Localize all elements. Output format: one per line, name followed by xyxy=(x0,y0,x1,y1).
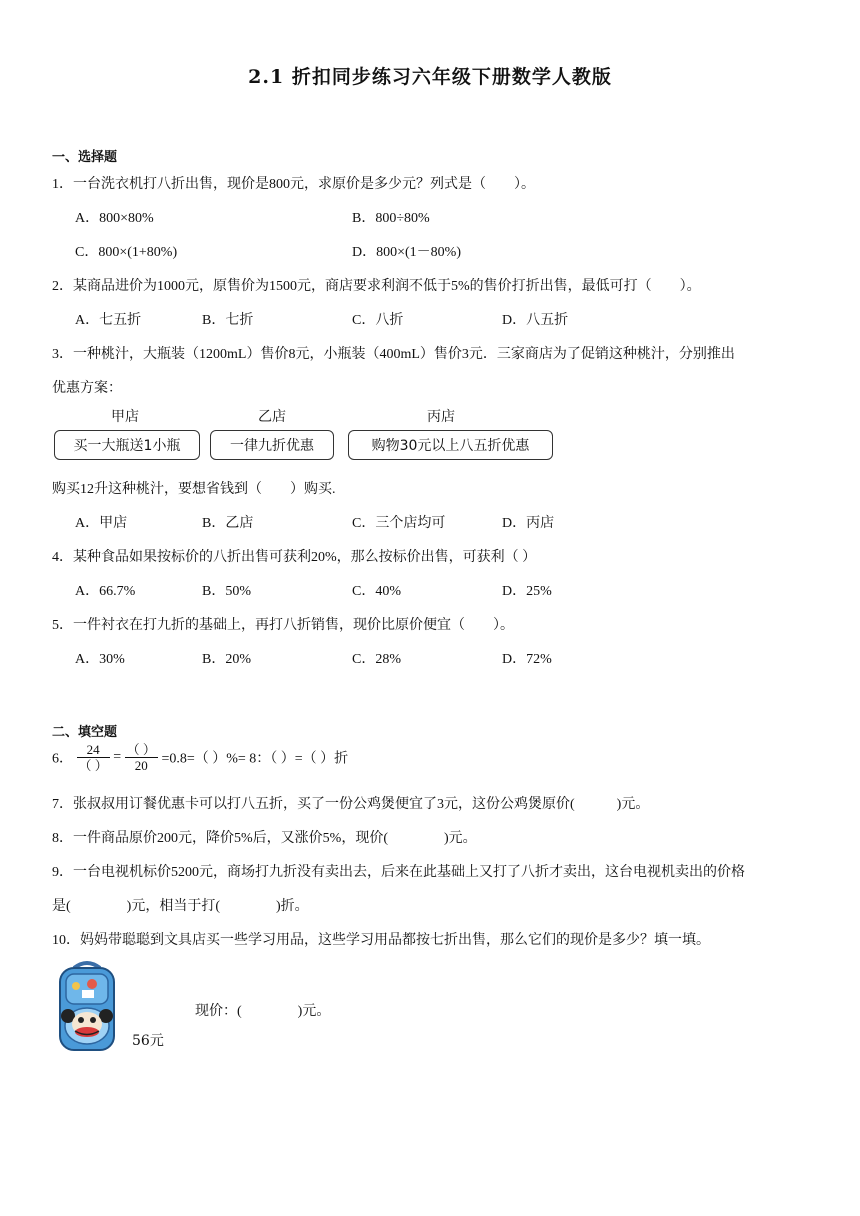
question-9: 9．一台电视机标价5200元，商场打九折没有卖出去，后来在此基础上又打了八折才卖出，这台电视机卖出的价格 xyxy=(52,865,745,880)
section-heading-choice: 一、选择题 xyxy=(52,150,118,165)
q5-option-d: D．72% xyxy=(502,652,552,667)
question-7: 7．张叔叔用订餐优惠卡可以打八五折，买了一份公鸡煲便宜了3元，这份公鸡煲原价( )元。 xyxy=(52,797,650,812)
q6-equals: = xyxy=(113,749,122,765)
now-price-blank: 现价：( )元。 xyxy=(195,1004,331,1019)
section-heading-fill: 二、填空题 xyxy=(52,725,118,740)
q4-option-a: A．66.7% xyxy=(75,584,136,599)
store-offer-yi: 一律九折优惠 xyxy=(210,430,334,460)
q3-option-c: C．三个店均可 xyxy=(352,516,446,531)
backpack-price-tag: 56元 xyxy=(132,1033,164,1049)
q2-option-d: D．八五折 xyxy=(502,313,569,328)
q5-option-a: A．30% xyxy=(75,652,125,667)
q4-option-c: C．40% xyxy=(352,584,401,599)
q3-option-a: A．甲店 xyxy=(75,516,128,531)
question-4: 4．某种食品如果按标价的八折出售可获利20%，那么按标价出售，可获利（ ） xyxy=(52,550,537,565)
q6-fraction-1-denominator: （ ） xyxy=(78,758,108,773)
question-3-continued: 优惠方案： xyxy=(52,381,122,396)
q6-rest: =0.8=（ ）%= 8：（ ）=（ ）折 xyxy=(161,751,349,767)
store-name-bing: 丙店 xyxy=(427,409,455,425)
q6-fraction-1-numerator: 24 xyxy=(77,742,110,758)
q6-fraction-2-numerator: （ ） xyxy=(126,742,156,757)
question-1: 1．一台洗衣机打八折出售，现价是800元，求原价是多少元？列式是（ ）。 xyxy=(52,177,535,192)
question-9-continued: 是( )元，相当于打( )折。 xyxy=(52,899,309,914)
store-name-yi: 乙店 xyxy=(258,409,286,425)
q3-option-b: B．乙店 xyxy=(202,516,254,531)
backpack-illustration xyxy=(52,960,122,1052)
q6-fraction-2 xyxy=(125,742,158,773)
q1-option-b: B．800÷80% xyxy=(352,211,430,226)
question-5: 5．一件衬衣在打九折的基础上，再打八折销售，现价比原价便宜（ ）。 xyxy=(52,618,514,633)
q6-fraction-1 xyxy=(77,742,110,773)
q6-fraction-2-denominator: 20 xyxy=(134,758,148,773)
q3-option-d: D．丙店 xyxy=(502,516,555,531)
store-offer-jia: 买一大瓶送1小瓶 xyxy=(54,430,200,460)
q5-option-c: C．28% xyxy=(352,652,401,667)
question-8: 8．一件商品原价200元，降价5%后，又涨价5%，现价( )元。 xyxy=(52,831,477,846)
question-6 xyxy=(52,742,348,773)
q2-option-c: C．八折 xyxy=(352,313,404,328)
q1-option-d: D．800×(1－80%) xyxy=(352,245,461,260)
question-2: 2．某商品进价为1000元，原售价为1500元，商店要求利润不低于5%的售价打折出售，最低可打（ ）。 xyxy=(52,279,701,294)
q6-prefix: 6． xyxy=(52,751,73,767)
store-name-jia: 甲店 xyxy=(111,409,139,425)
question-3: 3．一种桃汁，大瓶装（1200mL）售价8元，小瓶装（400mL）售价3元．三家商店为了促销这种桃汁，分别推出 xyxy=(52,347,735,362)
question-10: 10．妈妈带聪聪到文具店买一些学习用品，这些学习用品都按七折出售，那么它们的现价是多少？填一填。 xyxy=(52,933,710,948)
page-title: 2.1 折扣同步练习六年级下册数学人教版 xyxy=(248,66,612,88)
store-offers xyxy=(52,406,572,466)
q4-option-d: D．25% xyxy=(502,584,552,599)
q2-option-a: A．七五折 xyxy=(75,313,142,328)
q1-option-c: C．800×(1+80%) xyxy=(75,245,178,260)
question-3-prompt: 购买12升这种桃汁，要想省钱到（ ）购买. xyxy=(52,482,336,497)
store-offer-bing: 购物30元以上八五折优惠 xyxy=(348,430,553,460)
q1-option-a: A．800×80% xyxy=(75,211,154,226)
q2-option-b: B．七折 xyxy=(202,313,254,328)
q5-option-b: B．20% xyxy=(202,652,251,667)
q4-option-b: B．50% xyxy=(202,584,251,599)
